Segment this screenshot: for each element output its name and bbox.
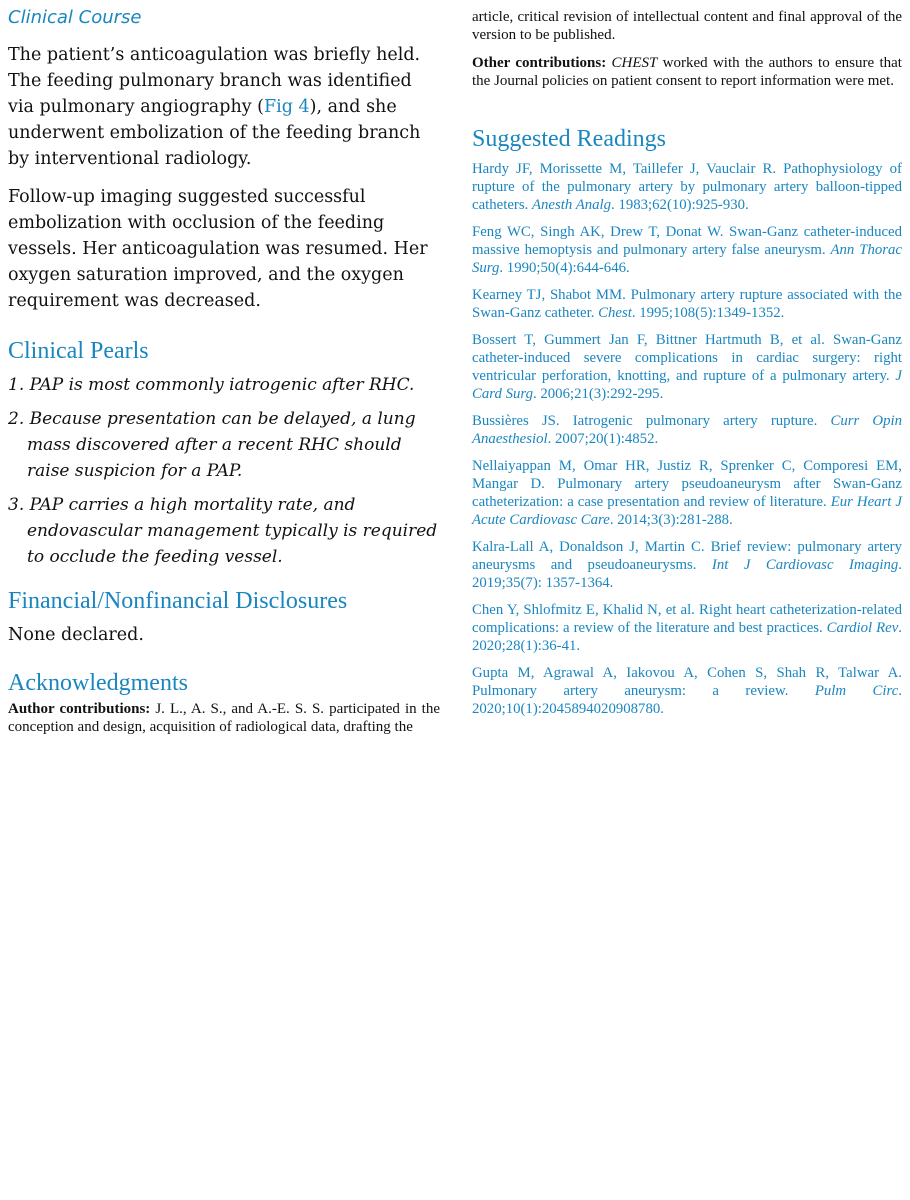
author-contributions-continued: article, critical revision of intellectual content and final approval of the version to be published. <box>472 9 902 43</box>
reference-item[interactable] <box>472 286 902 322</box>
acknowledgments-heading: Acknowledgments <box>8 670 188 696</box>
text-span: Nellaiyappan M, Omar HR, Justiz R, Sprenker C, Comporesi EM, Mangar D. Pulmonary artery pseudoaneurysm after Swan-Ganz catheterization: a case presentation and review of literature. <box>472 458 902 510</box>
text-span: Bossert T, Gummert Jan F, Bittner Hartmuth B, et al. Swan-Ganz catheter-induced severe complications in cardiac surgery: right ventricular perforation, knotting, and rupture of a pulmonary artery. <box>472 332 902 384</box>
reference-journal: Curr Opin Anaesthesiol <box>472 413 903 447</box>
text-span: ), and she underwent embolization of the feeding branch by interventional radiology. <box>8 97 421 169</box>
text-span: Hardy JF, Morissette M, Taillefer J, Vauclair R. Pathophysiology of rupture of the pulmonary artery by pulmonary artery balloon-tipped catheters. <box>472 161 902 213</box>
clinical-course-heading: Clinical Course <box>8 7 142 28</box>
clinical-course-paragraph-1 <box>8 42 440 172</box>
pearl-item: 3. PAP carries a high mortality rate, and endovascular management typically is required to occlude the feeding vessel. <box>8 495 438 567</box>
text-span: worked with the authors to ensure that the Journal policies on patient consent to report information were met. <box>472 55 902 89</box>
reference-journal: Chest <box>598 305 632 321</box>
text-span: The patient’s anticoagulation was briefly held. The feeding pulmonary branch was identified via pulmonary angiography ( <box>8 45 421 117</box>
reference-journal: Cardiol Rev <box>826 620 899 636</box>
text-span: Kalra-Lall A, Donaldson J, Martin C. Brief review: pulmonary artery aneurysms and pseudoaneurysms. <box>472 539 902 573</box>
reference-item[interactable] <box>472 457 902 529</box>
right-column <box>472 8 902 727</box>
text-span: . 2007;20(1):4852. <box>547 431 659 447</box>
reference-journal: Eur Heart J Acute Cardiovasc Care <box>472 494 902 528</box>
reference-journal: Ann Thorac Surg <box>472 242 902 276</box>
left-column <box>8 6 440 736</box>
reference-item[interactable] <box>472 538 902 592</box>
author-contributions-text <box>8 700 440 736</box>
text-span: Kearney TJ, Shabot MM. Pulmonary artery rupture associated with the Swan-Ganz catheter. <box>472 287 902 321</box>
pearl-item: 2. Because presentation can be delayed, a lung mass discovered after a recent RHC should raise suspicion for a PAP. <box>8 409 416 481</box>
other-contributions-text <box>472 54 902 90</box>
reference-journal: Int J Cardiovasc Imaging <box>711 557 899 573</box>
text-span: Gupta M, Agrawal A, Iakovou A, Cohen S, Shah R, Talwar A. Pulmonary artery aneurysm: a review. <box>472 665 902 699</box>
reference-item[interactable] <box>472 601 902 655</box>
reference-item[interactable] <box>472 223 902 277</box>
reference-journal: J Card Surg <box>472 368 902 402</box>
text-span: . 2020;28(1):36-41. <box>472 620 902 654</box>
author-contributions-label: Author contributions: <box>8 701 151 717</box>
clinical-course-paragraph-2: Follow-up imaging suggested successful embolization with occlusion of the feeding vessels. Her anticoagulation was resumed. Her oxygen saturation improved, and the oxygen requirement was decreased. <box>8 187 428 311</box>
clinical-pearls-list <box>8 372 440 570</box>
reference-item[interactable] <box>472 412 902 448</box>
text-span: . 1990;50(4):644-646. <box>499 260 630 276</box>
suggested-readings-heading: Suggested Readings <box>472 126 666 152</box>
text-span: . 2020;10(1):2045894020908780. <box>472 683 902 717</box>
reference-item[interactable] <box>472 664 902 718</box>
text-span: . 2014;3(3):281-288. <box>609 512 733 528</box>
journal-name: CHEST <box>611 55 658 71</box>
text-span: . 2019;35(7): 1357-1364. <box>472 557 902 591</box>
reference-list <box>472 160 902 718</box>
text-span: Bussières JS. Iatrogenic pulmonary artery rupture. <box>472 413 831 429</box>
figure-4-link[interactable]: Fig 4 <box>264 97 310 117</box>
disclosures-heading: Financial/Nonfinancial Disclosures <box>8 588 348 614</box>
other-contributions-label: Other contributions: <box>472 55 607 71</box>
pearl-item: 1. PAP is most commonly iatrogenic after RHC. <box>8 375 415 395</box>
text-span: . 1983;62(10):925-930. <box>611 197 749 213</box>
text-span: J. L., A. S., and A.-E. S. S. participated in the conception and design, acquisition of radiological data, drafting the <box>8 701 440 735</box>
reference-journal: Anesth Analg <box>531 197 612 213</box>
text-span: . 2006;21(3):292-295. <box>532 386 664 402</box>
disclosures-text: None declared. <box>8 625 144 645</box>
clinical-pearls-heading: Clinical Pearls <box>8 338 149 364</box>
text-span: . 1995;108(5):1349-1352. <box>631 305 785 321</box>
text-span: Chen Y, Shlofmitz E, Khalid N, et al. Right heart catheterization-related complications: a review of the literature and best practices. <box>472 602 902 636</box>
reference-journal: Pulm Circ <box>814 683 899 699</box>
text-span: Feng WC, Singh AK, Drew T, Donat W. Swan-Ganz catheter-induced massive hemoptysis and pulmonary artery false aneurysm. <box>472 224 902 258</box>
reference-item[interactable] <box>472 331 902 403</box>
reference-item[interactable] <box>472 160 902 214</box>
